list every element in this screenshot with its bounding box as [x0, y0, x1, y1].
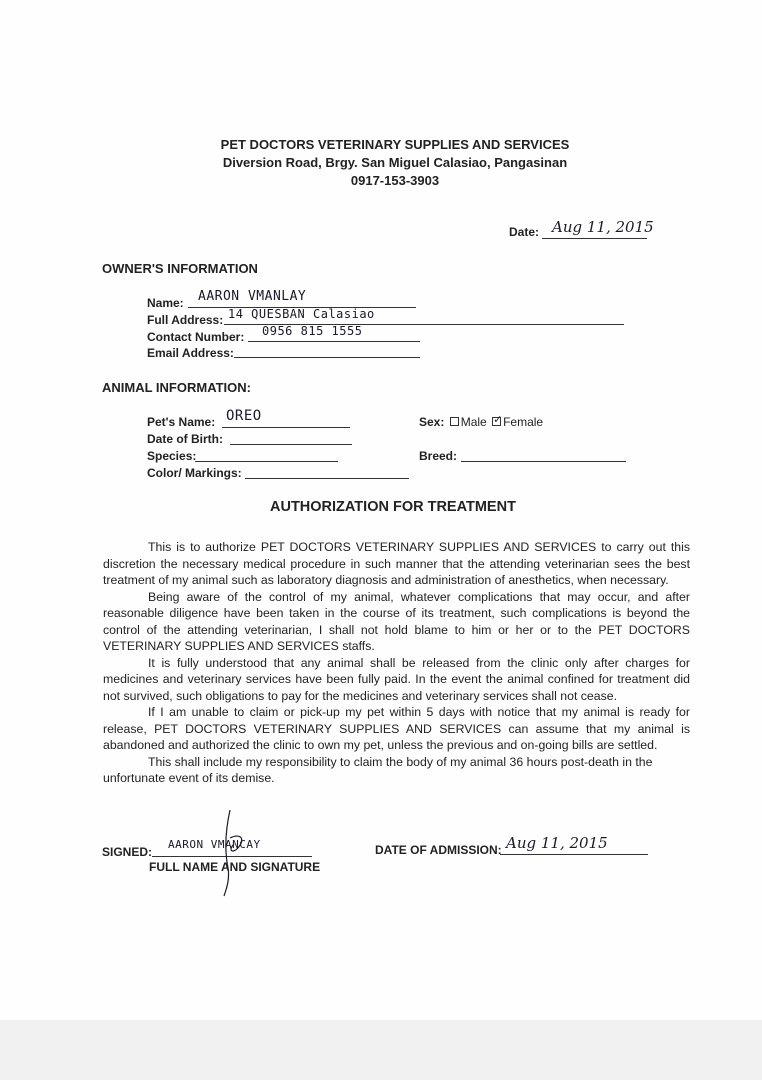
- contact-field[interactable]: 0956 815 1555: [262, 324, 363, 338]
- female-option-label: Female: [503, 415, 544, 429]
- authorization-body: [103, 539, 690, 787]
- breed-field[interactable]: [461, 461, 626, 462]
- breed-label: Breed:: [419, 449, 458, 463]
- authorization-paragraph: It is fully understood that any animal shall be released from the clinic only after charges for medicines and veterinary services have been fully paid. In the event the animal confined for treatment did not survived, such obligations to pay for the medicines and veterinary services shall not cease.: [103, 655, 690, 703]
- scan-bottom-edge: [0, 1020, 762, 1080]
- authorization-paragraph: This shall include my responsibility to claim the body of my animal 36 hours post-death in the unfortunate event of its demise.: [103, 754, 653, 785]
- email-label: Email Address:: [147, 346, 234, 360]
- pet-name-field[interactable]: OREO: [226, 408, 262, 424]
- signature-caption: FULL NAME AND SIGNATURE: [149, 860, 321, 874]
- company-address: Diversion Road, Brgy. San Miguel Calasiao, Pangasinan: [222, 155, 568, 170]
- color-label: Color/ Markings:: [147, 466, 242, 480]
- date-value[interactable]: Aug 11, 2015: [552, 218, 654, 236]
- admission-label: DATE OF ADMISSION:: [375, 843, 502, 857]
- authorization-paragraph: This is to authorize PET DOCTORS VETERINARY SUPPLIES AND SERVICES to carry out this discretion the necessary medical procedure in such manner that the attending veterinarian sees the best treatment of my animal such as laboratory diagnosis and administration of anesthetics, when necessary.: [103, 540, 690, 587]
- male-checkbox[interactable]: [450, 417, 459, 426]
- signature-scribble-icon: [200, 808, 260, 898]
- dob-label: Date of Birth:: [147, 432, 223, 446]
- male-option-label: Male: [460, 415, 487, 429]
- address-field[interactable]: 14 QUESBAN Calasiao: [228, 307, 375, 321]
- signed-label: SIGNED:: [102, 845, 153, 859]
- signature-field[interactable]: AARON VMANCAY: [168, 838, 261, 851]
- pet-name-label: Pet's Name:: [147, 415, 216, 429]
- owner-name-field[interactable]: AARON VMANLAY: [198, 289, 307, 304]
- authorization-title: AUTHORIZATION FOR TREATMENT: [270, 499, 516, 515]
- company-name: PET DOCTORS VETERINARY SUPPLIES AND SERVICES: [220, 137, 570, 152]
- owner-section-title: OWNER'S INFORMATION: [102, 261, 258, 276]
- email-field[interactable]: [234, 357, 420, 358]
- contact-label: Contact Number:: [147, 330, 245, 344]
- sex-group: [419, 415, 543, 429]
- admission-date-field[interactable]: Aug 11, 2015: [506, 834, 608, 852]
- contact-line: [248, 341, 420, 342]
- company-phone: 0917-153-3903: [350, 173, 440, 188]
- authorization-paragraph: If I am unable to claim or pick-up my pet within 5 days with notice that my animal is ready for release, PET DOCTORS VETERINARY SUPPLIES AND SERVICES can assume that my animal is abandoned and authorized the clinic to own my pet, unless the previous and on-going bills are settled.: [103, 705, 690, 752]
- address-label: Full Address:: [147, 313, 224, 327]
- color-field[interactable]: [245, 478, 409, 479]
- owner-name-label: Name:: [147, 296, 184, 310]
- admission-line: [500, 854, 648, 855]
- species-field[interactable]: [195, 461, 338, 462]
- date-label: Date:: [509, 225, 540, 239]
- date-line: [542, 238, 647, 239]
- pet-name-line: [222, 427, 350, 428]
- authorization-paragraph: Being aware of the control of my animal, whatever complications that may occur, and after reasonable diligence have been taken in the course of its treatment, such complications is beyond the control of the attending veterinarian, I shall not hold blame to him or her or to the PET DOCTORS VETERINARY SUPPLIES AND SERVICES staffs.: [103, 589, 690, 653]
- species-label: Species:: [147, 449, 197, 463]
- animal-section-title: ANIMAL INFORMATION:: [102, 380, 251, 395]
- female-checkbox-checked[interactable]: [492, 414, 503, 426]
- dob-field[interactable]: [230, 444, 352, 445]
- check-mark-icon: ✓: [493, 414, 503, 426]
- sex-label: Sex:: [419, 415, 445, 429]
